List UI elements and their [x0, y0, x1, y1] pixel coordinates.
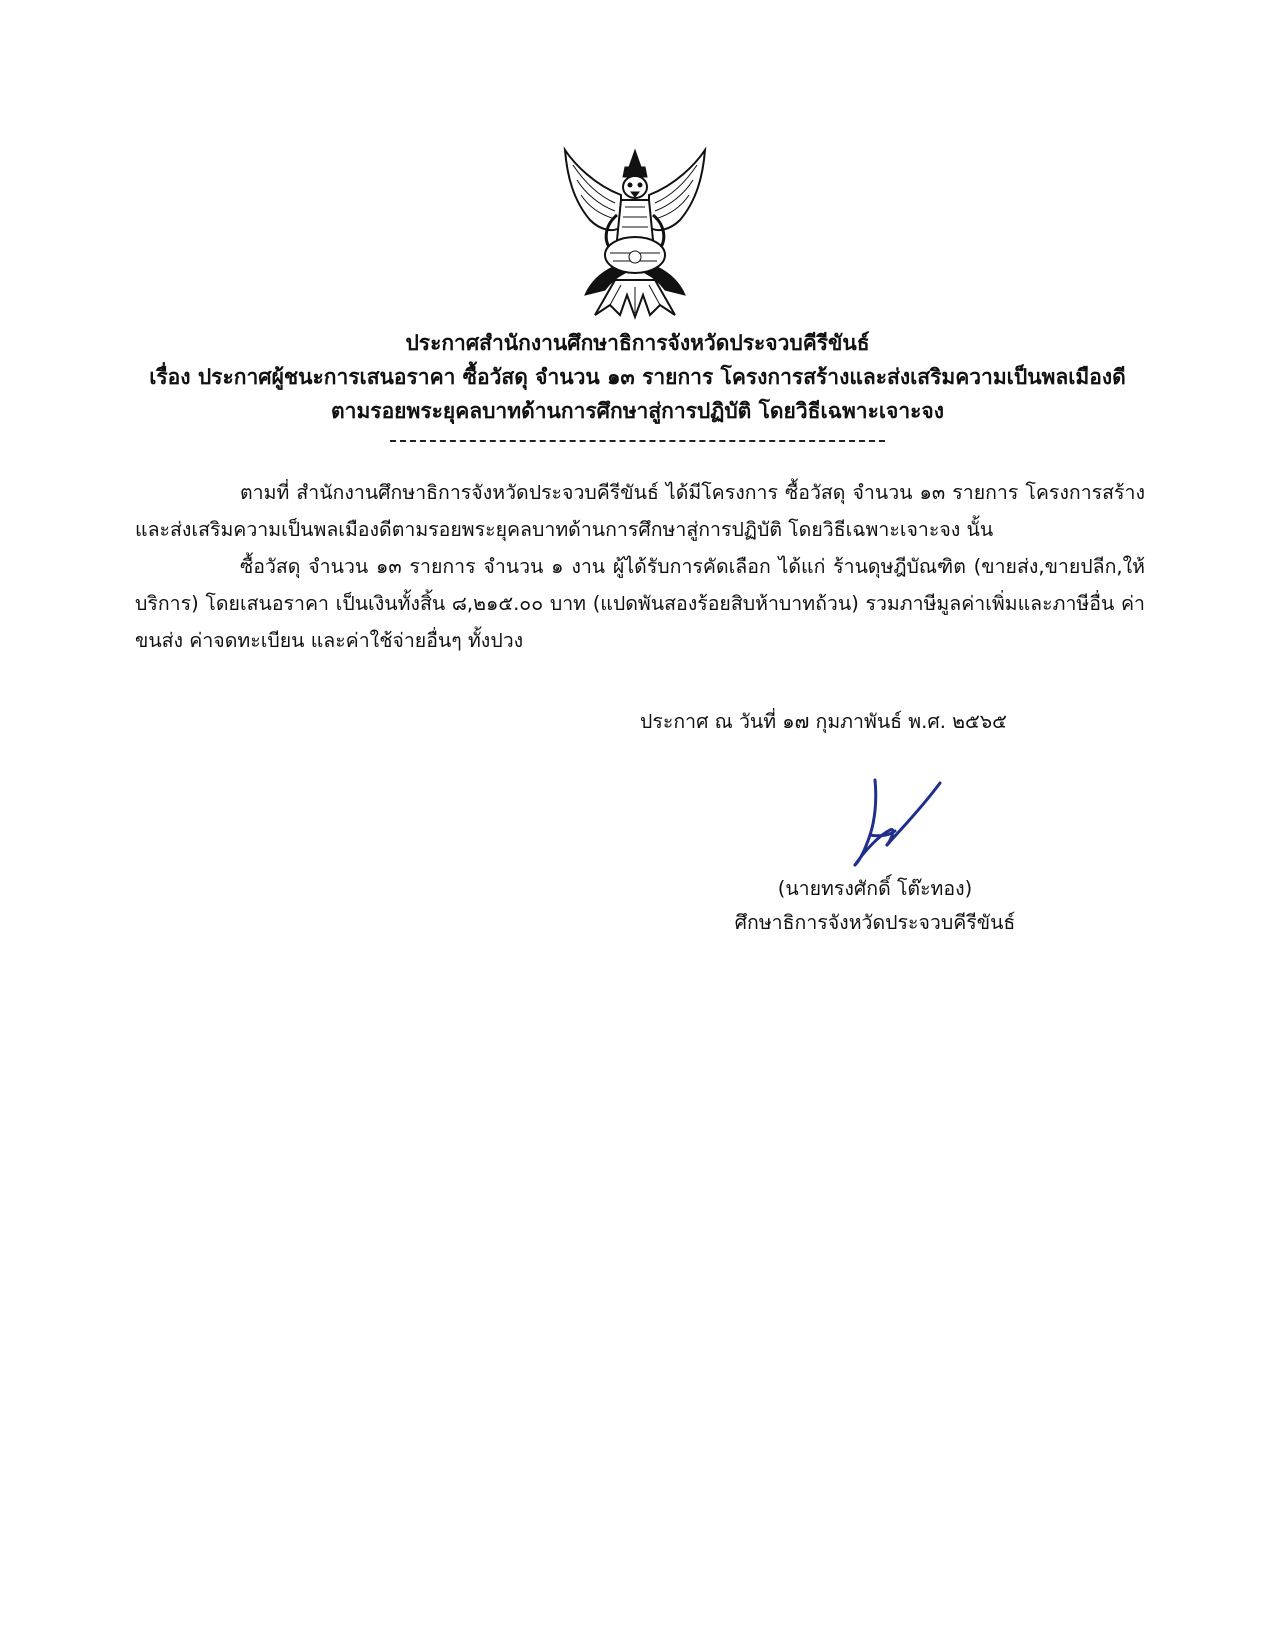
announcement-date: ประกาศ ณ วันที่ ๑๗ กุมภาพันธ์ พ.ศ. ๒๕๖๕: [640, 710, 1007, 733]
announcement-title: ประกาศสำนักงานศึกษาธิการจังหวัดประจวบคีรีขันธ์: [405, 331, 870, 355]
handwritten-signature-icon: [835, 775, 965, 870]
dashed-divider: [390, 440, 885, 442]
garuda-emblem-icon: [555, 145, 715, 320]
body-paragraph-award: ซื้อวัสดุ จำนวน ๑๓ รายการ จำนวน ๑ งาน ผู้ได้รับการคัดเลือก ได้แก่ ร้านดุษฎีบัณฑิต (ขายส่ง,ขายปลีก,ให้บริการ) โดยเสนอราคา เป็นเงินทั้งสิ้น ๘,๒๑๕.๐๐ บาท (แปดพันสองร้อยสิบห้าบาทถ้วน) รวมภาษีมูลค่าเพิ่มและภาษีอื่น ค่าขนส่ง ค่าจดทะเบียน และค่าใช้จ่ายอื่นๆ ทั้งปวง: [135, 555, 1145, 652]
announcement-subject: เรื่อง ประกาศผู้ชนะการเสนอราคา ซื้อวัสดุ จำนวน ๑๓ รายการ โครงการสร้างและส่งเสริมความเป็นพลเมืองดี: [149, 365, 1126, 389]
signer-name: (นายทรงศักดิ์ โต๊ะทอง): [777, 877, 973, 900]
signer-title: ศึกษาธิการจังหวัดประจวบคีรีขันธ์: [734, 911, 1016, 934]
announcement-subject-continued: ตามรอยพระยุคลบาทด้านการศึกษาสู่การปฏิบัติ โดยวิธีเฉพาะเจาะจง: [331, 399, 944, 423]
body-paragraph-intro: ตามที่ สำนักงานศึกษาธิการจังหวัดประจวบคีรีขันธ์ ได้มีโครงการ ซื้อวัสดุ จำนวน ๑๓ รายการ โครงการสร้างและส่งเสริมความเป็นพลเมืองดีตามรอยพระยุคลบาทด้านการศึกษาสู่การปฏิบัติ โดยวิธีเฉพาะเจาะจง นั้น: [135, 481, 1145, 541]
